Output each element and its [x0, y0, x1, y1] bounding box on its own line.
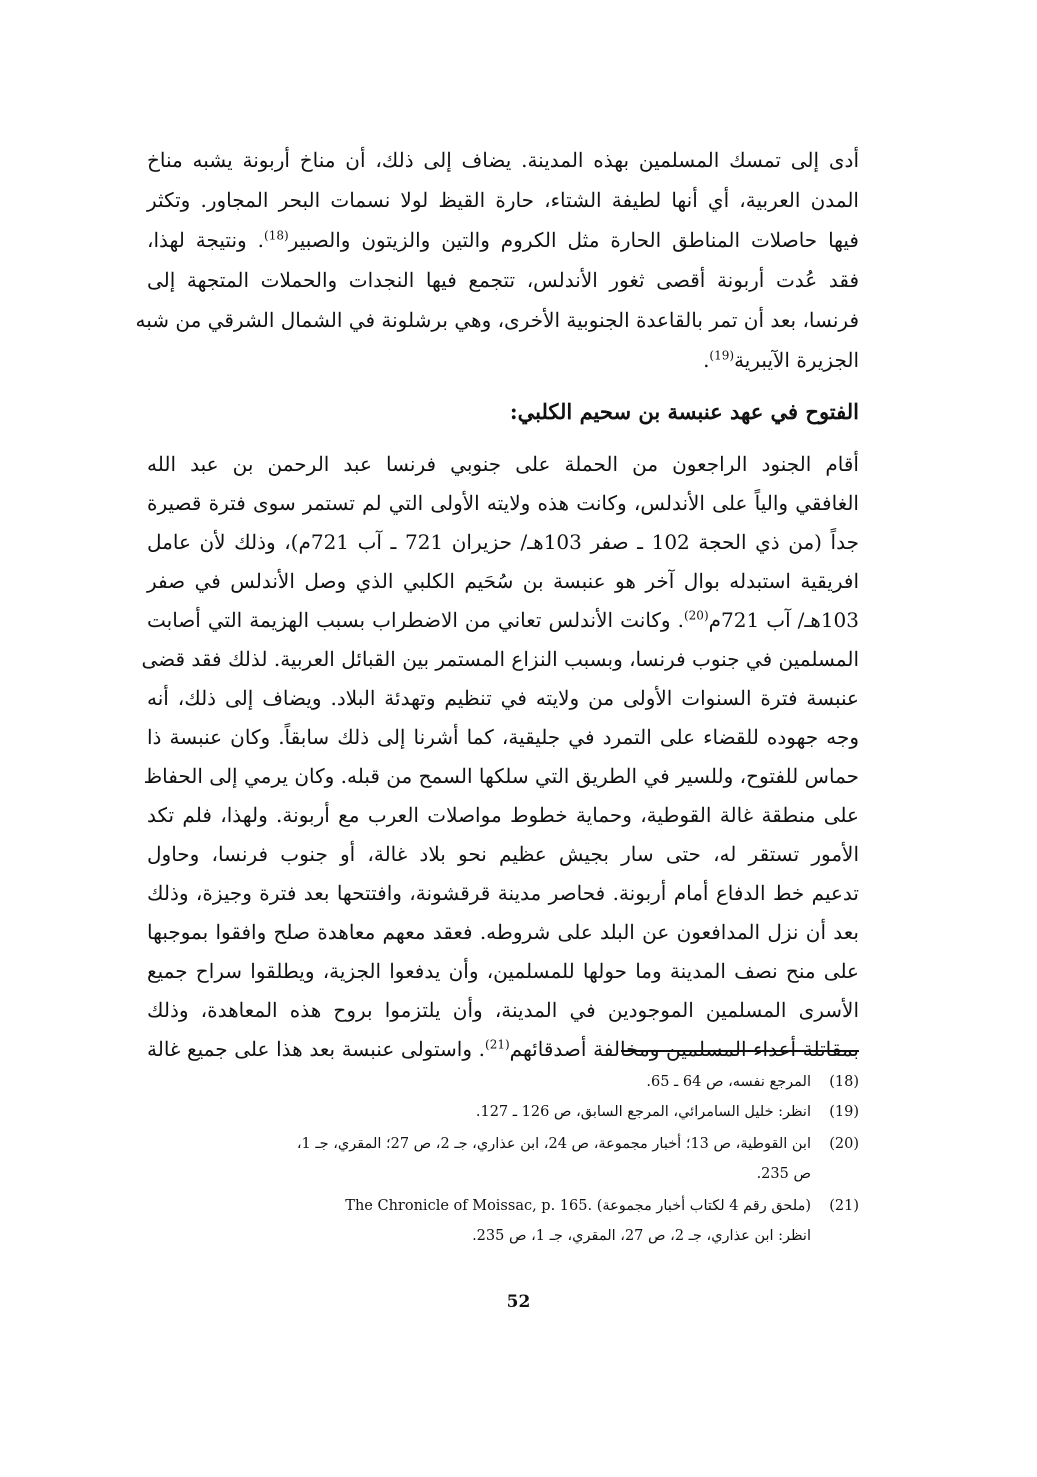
- line-tail: .: [703, 348, 710, 372]
- paragraph-line: على منح نصف المدينة وما حولها للمسلمين، وأن يدفعوا الجزية، ويطلقوا سراح جميع: [147, 959, 859, 983]
- paragraph-line: المدن العربية، أي أنها لطيفة الشتاء، حارة القيظ لولا نسمات البحر المجاور. وتكثر: [147, 188, 859, 212]
- footnote-text: انظر: خليل السامرائي، المرجع السابق، ص 126 ـ 127.: [475, 1104, 811, 1120]
- page-number: 52: [506, 1292, 531, 1312]
- footnote-text: ابن القوطية، ص 13؛ أخبار مجموعة، ص 24، ابن عذاري، جـ 2، ص 27؛ المقري، جـ 1،: [296, 1136, 811, 1152]
- paragraph-line: فرنسا، بعد أن تمر بالقاعدة الجنوبية الأخرى، وهي برشلونة في الشمال الشرقي من شبه: [135, 308, 859, 332]
- footnote-separator: [621, 1050, 859, 1052]
- footnote-number: (18): [829, 1074, 859, 1090]
- footnote-text: (ملحق رقم 4 لكتاب أخبار مجموعة): [596, 1198, 811, 1214]
- paragraph-line: افريقية استبدله بوال آخر هو عنبسة بن سُحَيم الكلبي الذي وصل الأندلس في صفر: [147, 569, 859, 593]
- paragraph-line: [147, 220, 859, 260]
- line-text: فيها حاصلات المناطق الحارة مثل الكروم والتين والزيتون والصبير: [288, 228, 859, 252]
- paragraph-line: الغافقي والياً على الأندلس، وكانت هذه ولايته الأولى التي لم تستمر سوى فترة قصيرة: [147, 491, 859, 515]
- footnote-number: (21): [829, 1198, 859, 1214]
- footnote-19: [147, 1098, 859, 1126]
- footnote-text: المرجع نفسه، ص 64 ـ 65.: [646, 1074, 811, 1090]
- paragraph-line: بعد أن نزل المدافعون عن البلد على شروطه. فعقد معهم معاهدة صلح وافقوا بموجبها: [147, 920, 859, 944]
- line-text: 103هـ/ آب 721م: [708, 608, 859, 632]
- paragraph-line: [147, 1029, 859, 1069]
- paragraph-line: المسلمين في جنوب فرنسا، وبسبب النزاع المستمر بين القبائل العربية. لذلك فقد قضى: [141, 647, 859, 671]
- paragraph-line: حماس للفتوح، وللسير في الطريق التي سلكها السمح من قبله. وكان يرمي إلى الحفاظ: [143, 764, 859, 788]
- footnote-ref-21: (21): [485, 1037, 510, 1052]
- paragraph-2: [141, 444, 859, 1084]
- footnote-ref-19: (19): [709, 348, 735, 363]
- footnote-ref-18: (18): [264, 228, 289, 243]
- paragraph-line: تدعيم خط الدفاع أمام أربونة. فحاصر مدينة قرقشونة، وافتتحها بعد فترة وجيزة، وذلك: [147, 881, 859, 905]
- paragraph-line: جداً (من ذي الحجة 102 ـ صفر 103هـ/ حزيران 721 ـ آب 721م)، وذلك لأن عامل: [147, 530, 859, 554]
- line-text: بمقاتلة أعداء المسلمين ومخالفة أصدقائهم: [509, 1037, 859, 1061]
- paragraph-line: أدى إلى تمسك المسلمين بهذه المدينة. يضاف إلى ذلك، أن مناخ أربونة يشبه مناخ: [147, 148, 859, 172]
- footnote-english-citation: The Chronicle of Moissac, p. 165.: [345, 1198, 593, 1214]
- footnote-text: ص 235.: [756, 1166, 811, 1182]
- line-tail: . وكانت الأندلس تعاني من الاضطراب بسبب الهزيمة التي أصابت: [147, 608, 684, 632]
- footnote-number: (19): [829, 1104, 859, 1120]
- section-heading: الفتوح في عهد عنبسة بن سحيم الكلبي:: [509, 399, 859, 424]
- paragraph-line: فقد عُدت أربونة أقصى ثغور الأندلس، تتجمع فيها النجدات والحملات المتجهة إلى: [147, 268, 859, 292]
- footnote-ref-20: (20): [683, 608, 709, 623]
- paragraph-line: [147, 600, 859, 640]
- footnote-text: انظر: ابن عذاري، جـ 2، ص 27، المقري، جـ 1، ص 235.: [472, 1228, 811, 1244]
- paragraph-line: وجه جهوده للقضاء على التمرد في جليقية، كما أشرنا إلى ذلك سابقاً. وكان عنبسة ذا: [147, 725, 859, 749]
- footnote-21: [147, 1192, 859, 1220]
- paragraph-line: على منطقة غالة القوطية، وحماية خطوط مواصلات العرب مع أربونة. ولهذا، فلم تكد: [147, 803, 859, 827]
- line-text: الجزيرة الآيبرية: [734, 348, 859, 372]
- footnote-20: [147, 1130, 859, 1158]
- footnote-number: (20): [829, 1136, 859, 1152]
- footnote-20-continued: [147, 1160, 859, 1188]
- paragraph-line: الأسرى المسلمين الموجودين في المدينة، وأن يلتزموا بروح هذه المعاهدة، وذلك: [147, 998, 859, 1022]
- line-tail: . ونتيجة لهذا،: [147, 228, 264, 252]
- footnote-18: [147, 1068, 859, 1096]
- footnote-21-continued: [147, 1222, 859, 1250]
- footnote-text-row: [345, 1192, 811, 1220]
- paragraph-line: أقام الجنود الراجعون من الحملة على جنوبي فرنسا عبد الرحمن بن عبد الله: [147, 452, 859, 476]
- line-tail: . واستولى عنبسة بعد هذا على جميع غالة: [147, 1037, 485, 1061]
- paragraph-line: عنبسة فترة السنوات الأولى من ولايته في تنظيم وتهدئة البلاد. ويضاف إلى ذلك، أنه: [147, 686, 859, 710]
- paragraph-line: [147, 340, 859, 380]
- paragraph-1: [135, 140, 859, 380]
- paragraph-line: الأمور تستقر له، حتى سار بجيش عظيم نحو بلاد غالة، أو جنوب فرنسا، وحاول: [147, 842, 859, 866]
